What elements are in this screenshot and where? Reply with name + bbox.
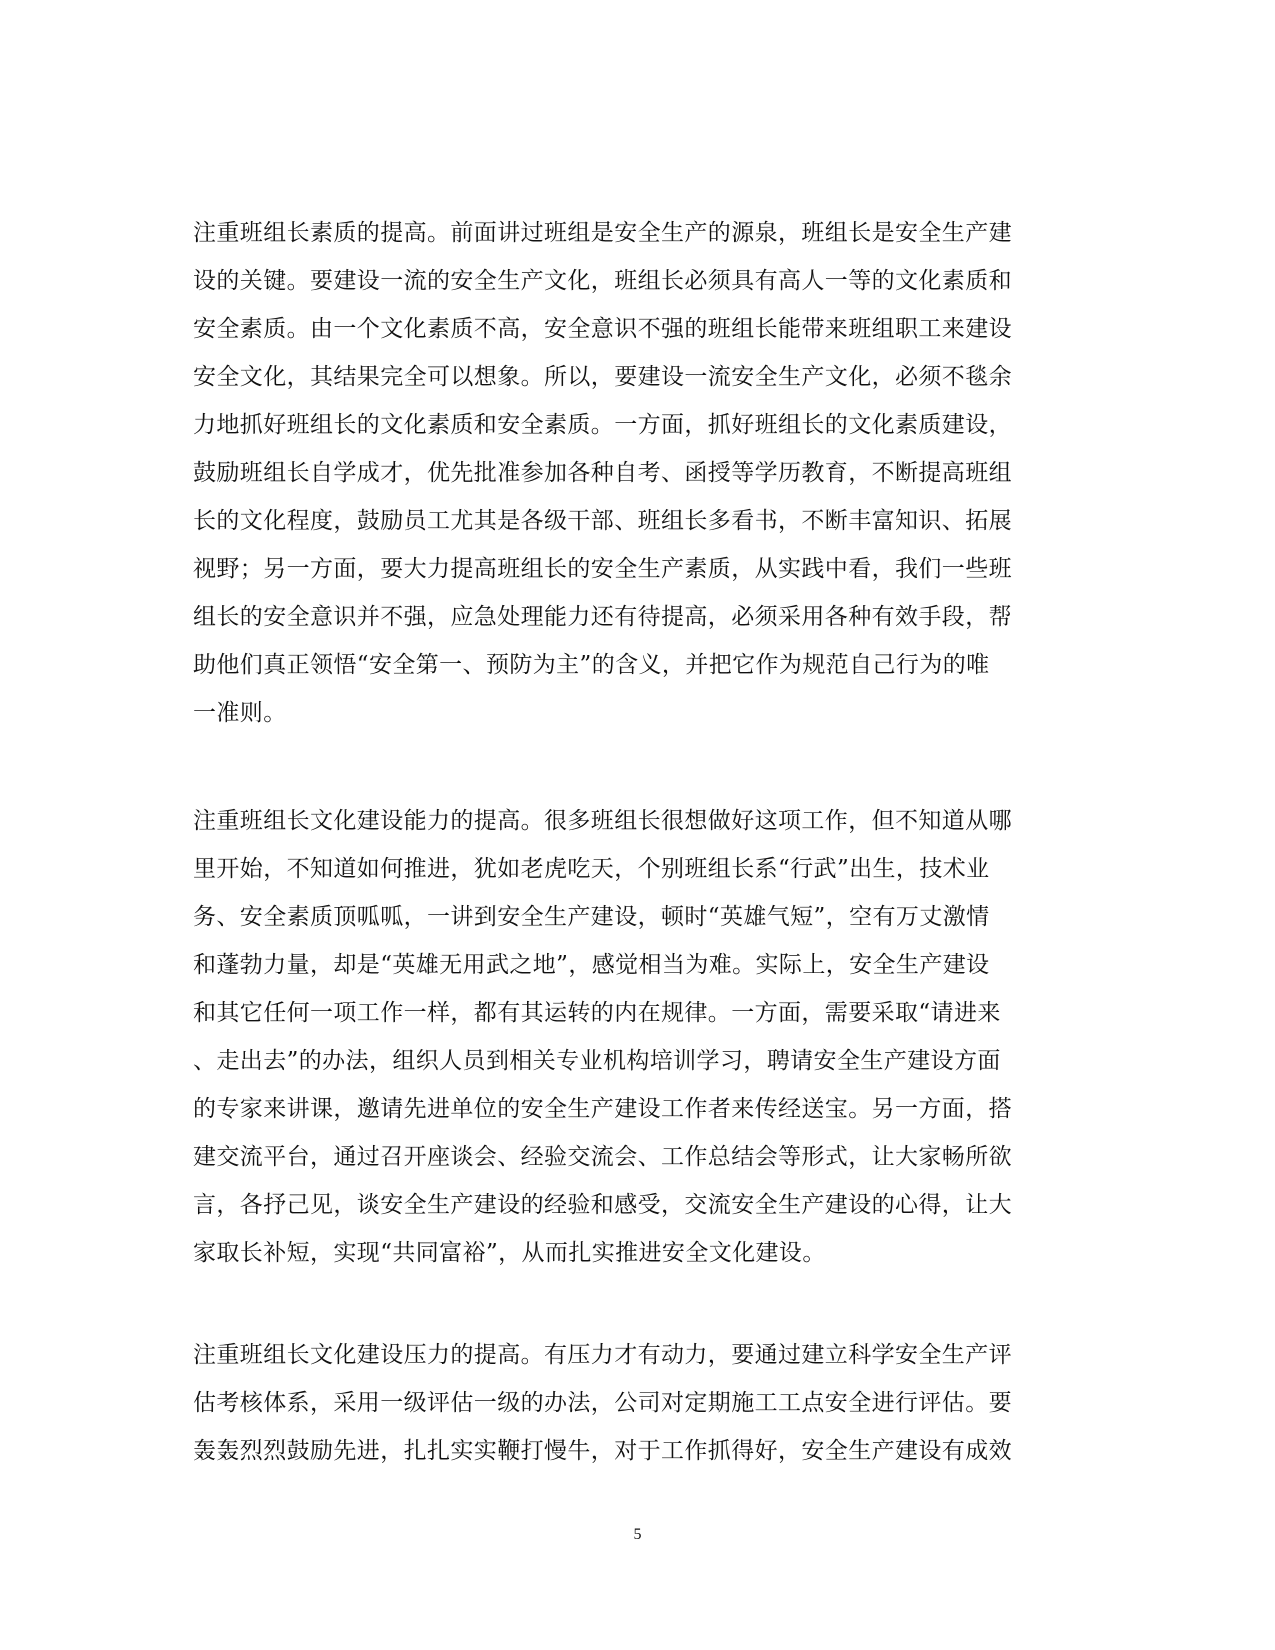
text-line: 长的文化程度，鼓励员工尤其是各级干部、班组长多看书，不断丰富知识、拓展 <box>193 508 1012 534</box>
text-line: 注重班组长文化建设压力的提高。有压力才有动力，要通过建立科学安全生产评 <box>193 1342 1012 1368</box>
text-line: 和其它任何一项工作一样，都有其运转的内在规律。一方面，需要采取“请进来 <box>193 1000 1001 1026</box>
text-line: 安全素质。由一个文化素质不高，安全意识不强的班组长能带来班组职工来建设 <box>193 316 1012 342</box>
text-line: 安全文化，其结果完全可以想象。所以，要建设一流安全生产文化，必须不毯余 <box>193 364 1012 390</box>
text-line: 建交流平台，通过召开座谈会、经验交流会、工作总结会等形式，让大家畅所欲 <box>193 1144 1012 1170</box>
text-line: 一准则。 <box>193 700 287 726</box>
text-line: 务、安全素质顶呱呱，一讲到安全生产建设，顿时“英雄气短”，空有万丈激情 <box>193 904 990 930</box>
page-number: 5 <box>633 1526 642 1543</box>
text-line: 鼓励班组长自学成才，优先批准参加各种自考、函授等学历教育，不断提高班组 <box>193 460 1012 486</box>
paragraph-culture-building-pressure <box>193 1331 1012 1475</box>
text-line: 力地抓好班组长的文化素质和安全素质。一方面，抓好班组长的文化素质建设， <box>193 412 1012 438</box>
text-line: 轰轰烈烈鼓励先进，扎扎实实鞭打慢牛，对于工作抓得好，安全生产建设有成效 <box>193 1438 1012 1464</box>
text-line: 助他们真正领悟“安全第一、预防为主”的含义，并把它作为规范自己行为的唯 <box>193 652 990 678</box>
text-line: 和蓬勃力量，却是“英雄无用武之地”，感觉相当为难。实际上，安全生产建设 <box>193 952 990 978</box>
text-line: 言，各抒己见，谈安全生产建设的经验和感受，交流安全生产建设的心得，让大 <box>193 1192 1012 1218</box>
text-line: 的专家来讲课，邀请先进单位的安全生产建设工作者来传经送宝。另一方面，搭 <box>193 1096 1012 1122</box>
paragraph-team-leader-quality <box>193 209 1012 737</box>
text-line: 估考核体系，采用一级评估一级的办法，公司对定期施工工点安全进行评估。要 <box>193 1390 1012 1416</box>
text-line: 家取长补短，实现“共同富裕”，从而扎实推进安全文化建设。 <box>193 1240 826 1266</box>
text-line: 注重班组长文化建设能力的提高。很多班组长很想做好这项工作，但不知道从哪 <box>193 808 1012 834</box>
text-line: 里开始，不知道如何推进，犹如老虎吃天，个别班组长系“行武”出生，技术业 <box>193 856 990 882</box>
text-line: 、走出去”的办法，组织人员到相关专业机构培训学习，聘请安全生产建设方面 <box>193 1048 1001 1074</box>
text-line: 设的关键。要建设一流的安全生产文化，班组长必须具有高人一等的文化素质和 <box>193 268 1012 294</box>
text-line: 视野；另一方面，要大力提高班组长的安全生产素质，从实践中看，我们一些班 <box>193 556 1012 582</box>
text-line: 组长的安全意识并不强，应急处理能力还有待提高，必须采用各种有效手段，帮 <box>193 604 1012 630</box>
text-line: 注重班组长素质的提高。前面讲过班组是安全生产的源泉，班组长是安全生产建 <box>193 220 1012 246</box>
paragraph-culture-building-ability <box>193 797 1012 1277</box>
